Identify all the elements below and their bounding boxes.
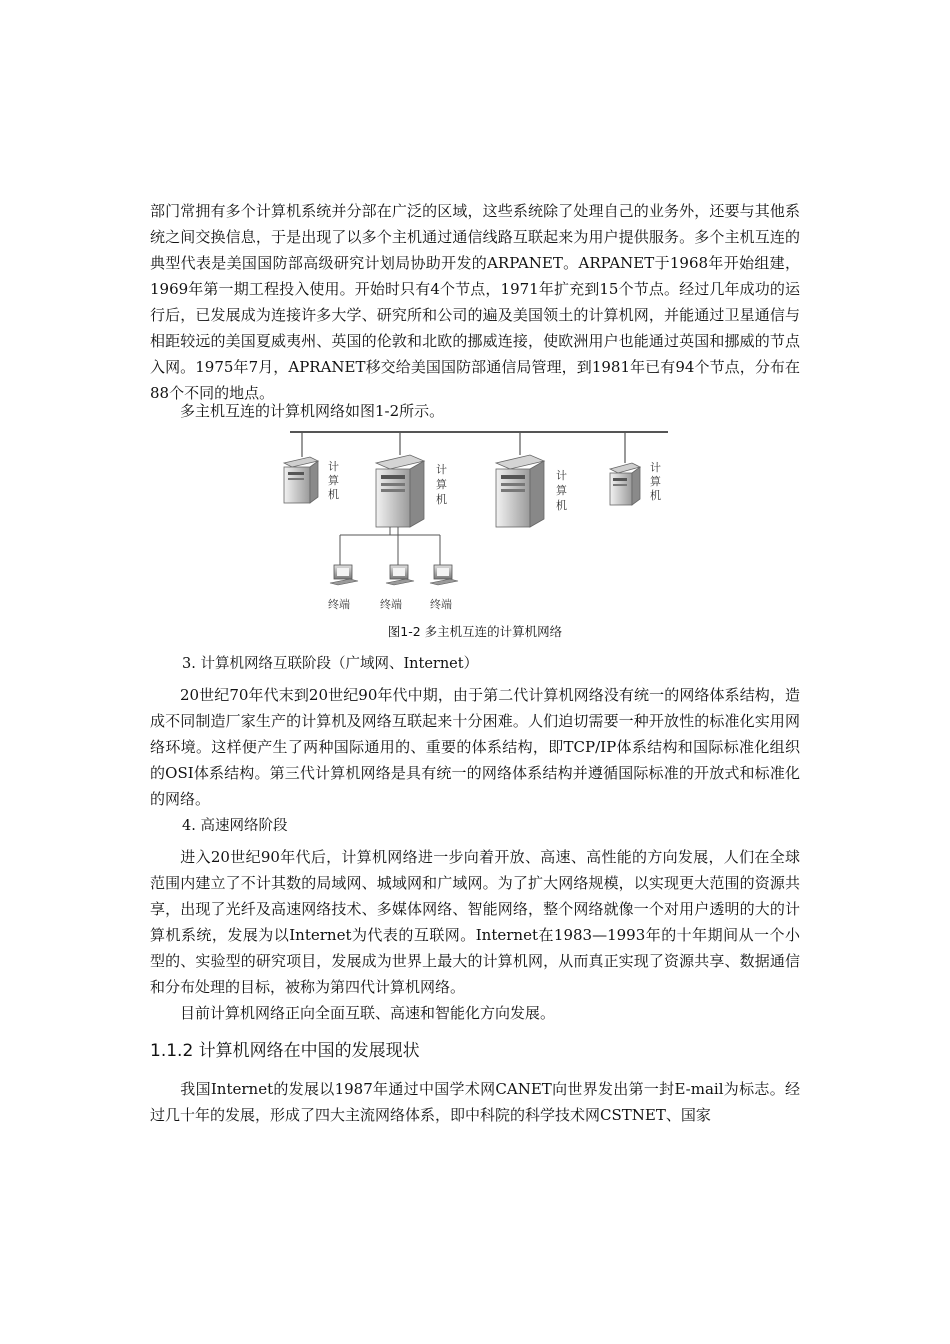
- svg-text:机: 机: [436, 493, 447, 506]
- terminal-icon: [430, 565, 458, 585]
- svg-text:算: 算: [650, 475, 661, 488]
- svg-text:机: 机: [556, 499, 567, 512]
- svg-text:计: 计: [650, 461, 661, 474]
- computer-icon: [496, 455, 544, 527]
- paragraph-figure-reference: 多主机互连的计算机网络如图1-2所示。: [180, 402, 445, 420]
- svg-text:终端: 终端: [380, 598, 402, 611]
- paragraph-third-generation: 20世纪70年代末到20世纪90年代中期，由于第二代计算机网络没有统一的网络体系结构，造成不同制造厂家生产的计算机及网络互联起来十分困难。人们迫切需要一种开放性的标准化实用网络环境。这样便产生了两种国际通用的、重要的体系结构，即TCP/IP体系结构和国际标准化组织的OSI体系结构。第三代计算机网络是具有统一的网络体系结构并遵循国际标准的开放式和标准化的网络。: [150, 686, 800, 808]
- paragraph-trend: 目前计算机网络正向全面互联、高速和智能化方向发展。: [180, 1004, 556, 1022]
- section-title: 1.1.2 计算机网络在中国的发展现状: [150, 1041, 420, 1061]
- svg-text:计: 计: [328, 460, 339, 473]
- svg-text:终端: 终端: [328, 598, 350, 611]
- network-diagram: [270, 425, 680, 625]
- svg-text:算: 算: [328, 474, 339, 487]
- paragraph-china-internet: 我国Internet的发展以1987年通过中国学术网CANET向世界发出第一封E-mail为标志。经过几十年的发展，形成了四大主流网络体系，即中科院的科学技术网CSTNET、国家: [150, 1080, 800, 1124]
- computer-icon: [284, 457, 318, 503]
- figure-network-diagram: [270, 425, 680, 625]
- svg-text:计: 计: [556, 469, 567, 482]
- svg-text:算: 算: [556, 484, 567, 497]
- paragraph-fourth-generation: 进入20世纪90年代后，计算机网络进一步向着开放、高速、高性能的方向发展，人们在全球范围内建立了不计其数的局域网、城域网和广域网。为了扩大网络规模，以实现更大范围的资源共享，出现了光纤及高速网络技术、多媒体网络、智能网络，整个网络就像一个对用户透明的大的计算机系统，发展为以Internet为代表的互联网。Internet在1983—1993年的十年期间从一个小型的、实验型的研究项目，发展成为世界上最大的计算机网，从而真正实现了资源共享、数据通信和分布处理的目标，被称为第四代计算机网络。: [150, 848, 800, 996]
- subheading-high-speed: 4. 高速网络阶段: [182, 818, 288, 834]
- svg-text:机: 机: [328, 488, 339, 501]
- subheading-wan-internet: 3. 计算机网络互联阶段（广域网、Internet）: [182, 656, 479, 672]
- svg-text:计: 计: [436, 463, 447, 476]
- svg-text:终端: 终端: [430, 598, 452, 611]
- terminal-icon: [330, 565, 358, 585]
- computer-icon: [376, 455, 424, 527]
- computer-icon: [610, 463, 640, 505]
- svg-text:算: 算: [436, 478, 447, 491]
- terminal-icon: [386, 565, 414, 585]
- svg-text:机: 机: [650, 489, 661, 502]
- figure-caption: 图1-2 多主机互连的计算机网络: [387, 624, 563, 639]
- paragraph-arpanet: 部门常拥有多个计算机系统并分部在广泛的区域，这些系统除了处理自己的业务外，还要与其他系统之间交换信息，于是出现了以多个主机通过通信线路互联起来为用户提供服务。多个主机互连的典型代表是美国国防部高级研究计划局协助开发的ARPANET。ARPANET于1968年开始组建，1969年第一期工程投入使用。开始时只有4个节点，1971年扩充到15个节点。经过几年成功的运行后，已发展成为连接许多大学、研究所和公司的遍及美国领土的计算机网，并能通过卫星通信与相距较远的美国夏威夷州、英国的伦敦和北欧的挪威连接，使欧洲用户也能通过英国和挪威的节点入网。1975年7月，APRANET移交给美国国防部通信局管理，到1981年已有94个节点，分布在88个不同的地点。: [150, 202, 800, 402]
